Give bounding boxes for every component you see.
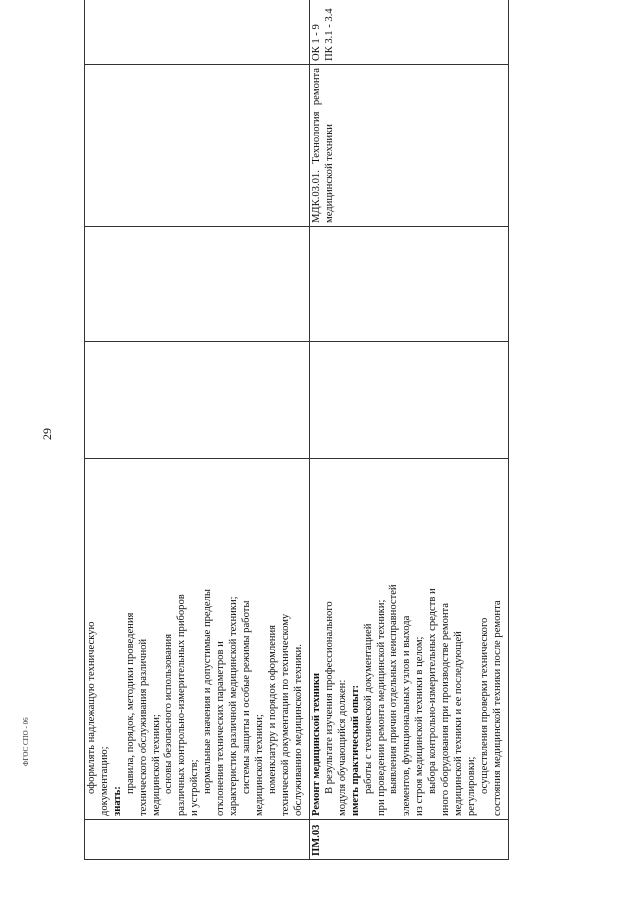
competence-code: ОК 1 - 9	[311, 24, 323, 61]
content-line: иметь практический опыт:	[349, 684, 361, 816]
content-line: оформлять надлежащую техническую	[86, 621, 97, 794]
content-line: различных контрольно-измерительных приборов	[176, 594, 188, 816]
content-line: технического обслуживания различной	[137, 638, 149, 816]
content-line: и устройств;	[189, 759, 201, 816]
module-code-cell: ПМ.03	[310, 820, 509, 860]
module-code-cell	[85, 820, 310, 860]
content-line: отклонения технических параметров и	[215, 641, 227, 816]
rotated-table-container	[84, 8, 509, 860]
competence-code: ПК 3.1 - 3.4	[323, 8, 335, 61]
content-line: технической документации по техническому	[279, 613, 291, 816]
content-line: выбора контрольно-измерительных средств и	[427, 588, 439, 794]
content-line: системы защиты и особые режимы работы	[240, 600, 252, 794]
content-line: состояния медицинской техники после ремонта	[491, 600, 503, 816]
content-line: В результате изучения профессионального	[323, 601, 335, 794]
content-line: работы с технической документацией	[362, 623, 374, 794]
module-content-cell	[310, 459, 509, 820]
hours-cell	[310, 227, 509, 342]
content-line: нормальные значения и допустимые пределы	[202, 589, 214, 794]
content-line: знать:	[111, 786, 123, 816]
content-line: модуля обучающийся должен:	[336, 679, 348, 816]
hours-cell	[310, 342, 509, 459]
content-line: обслуживанию медицинской техники.	[292, 644, 304, 816]
content-line: основы безопасного использования	[163, 633, 175, 794]
hours-cell	[85, 227, 310, 342]
hours-cell	[85, 342, 310, 459]
content-line: из строя медицинской техники в целом;	[414, 636, 426, 816]
content-line: номенклатуру и порядок оформления	[266, 624, 278, 794]
competences-cell	[85, 0, 310, 65]
content-line: осуществления проверки технического	[478, 617, 490, 794]
table-row	[85, 0, 310, 860]
mdk-cell	[85, 65, 310, 227]
mdk-cell: МДК.03.01. Технология ремонта медицинской техники	[310, 65, 509, 227]
content-line: при проведении ремонта медицинской техники;	[375, 599, 387, 816]
content-line: выявления причин отдельных неисправностей	[388, 584, 400, 794]
content-line: документацию;	[98, 746, 110, 816]
page-number: 29	[40, 428, 54, 440]
competences-cell	[310, 0, 509, 65]
content-line: регулировки;	[465, 756, 477, 816]
table-row	[310, 0, 509, 860]
curriculum-table	[84, 0, 509, 860]
content-line: медицинской техники;	[150, 714, 162, 816]
module-content-cell	[85, 459, 310, 820]
content-line: медицинской техники;	[253, 714, 265, 816]
content-line: характеристик различной медицинской техники;	[227, 596, 239, 816]
footer-code: ФГОС СПО - 06	[22, 717, 30, 766]
content-line: иного оборудования при производстве ремонта	[440, 602, 452, 816]
content-line: медицинской техники и ее последующей	[453, 631, 465, 816]
content-line: правила, порядок, методики проведения	[124, 612, 136, 794]
content-line: Ремонт медицинской техники	[311, 672, 323, 816]
content-line: элементов, функциональных узлов и выхода	[401, 615, 413, 816]
